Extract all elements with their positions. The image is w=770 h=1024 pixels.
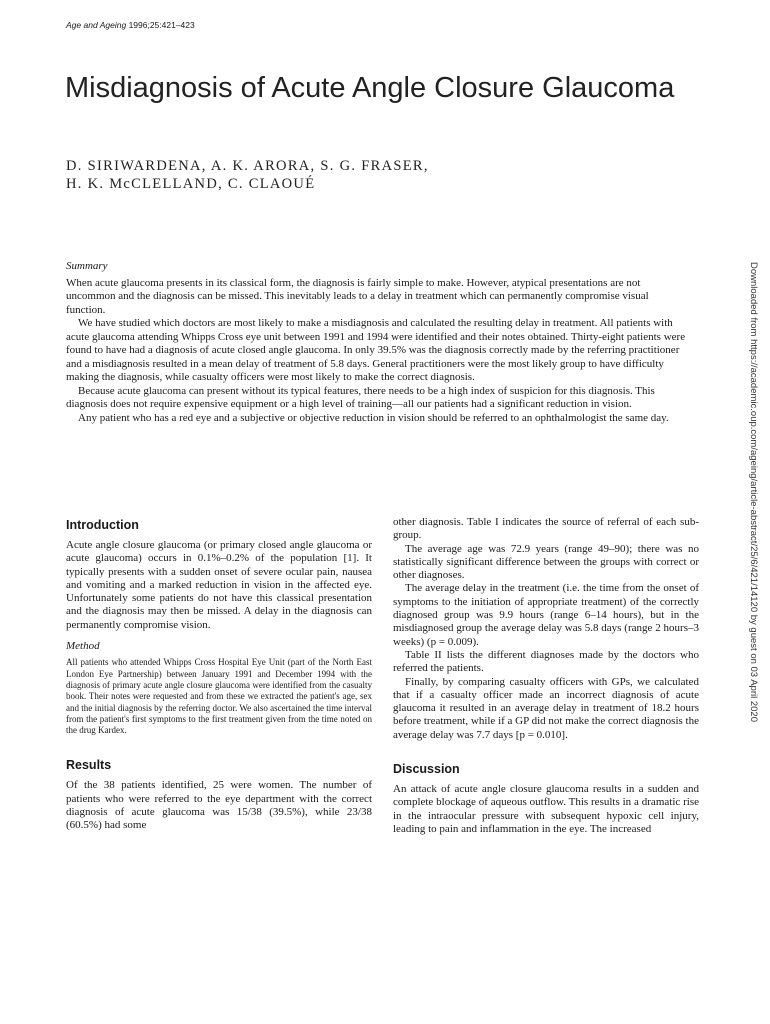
results-paragraph-3: The average delay in the treatment (i.e. the time from the onset of symptoms to the initiation of appropriate treatment) of the correctly diagnosed group was 9.9 hours (range 6–14 hours), but in the misdiagnosed group the average delay was 5.8 days (range 2 hours–3 weeks) (p = 0.009). xyxy=(393,582,699,648)
left-column xyxy=(66,518,372,833)
journal-volume-pages: 1996;25:421–423 xyxy=(128,20,195,30)
summary-paragraph-4: Any patient who has a red eye and a subjective or objective reduction in vision should be referred to an ophthalmologist the same day. xyxy=(78,411,669,424)
method-text: All patients who attended Whipps Cross Hospital Eye Unit (part of the North East London Eye Partnership) between January 1991 and December 1994 with the diagnosis of primary acute angle closure glaucoma were identified from the casualty book. Their notes were requested and from these we extracted the patient's age, sex and the initial diagnosis by the referring doctor. We also ascertained the time interval from the patient's first symptoms to the first treatment given from the time noted on the drug Kardex. xyxy=(66,657,372,736)
results-paragraph-4: Table II lists the different diagnoses made by the doctors who referred the patients. xyxy=(393,648,699,675)
author-line-2: H. K. McCLELLAND, C. CLAOUÉ xyxy=(66,176,316,192)
discussion-text: An attack of acute angle closure glaucoma results in a sudden and complete blockage of aqueous outflow. This results in a dramatic rise in the intraocular pressure with subsequent hypoxic cell injury, leading to pain and inflammation in the eye. The increased xyxy=(393,783,699,835)
method-heading: Method xyxy=(66,640,100,653)
summary-section xyxy=(66,260,690,425)
results-heading: Results xyxy=(66,758,112,773)
download-watermark: Downloaded from https://academic.oup.com/ageing/article-abstract/25/6/421/14120 by guest on 03 April 2020 xyxy=(748,262,759,722)
article-title: Misdiagnosis of Acute Angle Closure Glaucoma xyxy=(65,72,675,104)
results-text: Of the 38 patients identified, 25 were women. The number of patients who were referred to the eye department with the correct diagnosis of acute glaucoma was 15/38 (39.5%), while 23/38 (60.5%) had some xyxy=(66,779,372,832)
introduction-heading: Introduction xyxy=(66,518,139,532)
discussion-heading: Discussion xyxy=(393,762,460,777)
summary-heading: Summary xyxy=(66,260,108,272)
summary-paragraph-1: When acute glaucoma presents in its classical form, the diagnosis is fairly simple to make. However, atypical presentations are not uncommon and the diagnosis can be missed. This inevitably leads to a delay in treatment which can permanently compromise visual function. xyxy=(66,276,649,316)
journal-citation xyxy=(66,20,195,30)
summary-paragraph-2: We have studied which doctors are most likely to make a misdiagnosis and calculated the resulting delay in treatment. All patients with acute glaucoma attending Whipps Cross eye unit between 1991 and 1994 were identified and their notes obtained. Thirty-eight patients were found to have had a diagnosis of acute closed angle glaucoma. In only 39.5% was the diagnosis correctly made by the referring practitioner and a misdiagnosis resulted in a mean delay of treatment of 5.8 days. General practitioners were the most likely group to have difficulty making the diagnosis, while casualty officers were most likely to make the correct diagnosis. xyxy=(66,317,686,383)
introduction-text: Acute angle closure glaucoma (or primary closed angle glaucoma or acute glaucoma) occurs in 0.1%–0.2% of the population [1]. It typically presents with a sudden onset of severe ocular pain, nausea and vomiting and a marked reduction in vision in the affected eye. Unfortunately some patients do not have this classical presentation and the diagnosis may then be missed. A delay in the diagnosis can permanently compromise vision. xyxy=(66,539,372,631)
journal-name: Age and Ageing xyxy=(66,20,127,30)
right-column xyxy=(393,516,699,836)
results-paragraph-2: The average age was 72.9 years (range 49–90); there was no statistically significant difference between the groups with correct or other diagnoses. xyxy=(393,542,699,582)
results-paragraph-5: Finally, by comparing casualty officers with GPs, we calculated that if a casualty officer made an incorrect diagnosis of acute glaucoma it resulted in an average delay in treatment of 18.2 hours before treatment, while if a GP did not make the correct diagnosis the average delay was 7.7 days [p = 0.010]. xyxy=(393,675,699,741)
author-line-1: D. SIRIWARDENA, A. K. ARORA, S. G. FRASER, xyxy=(66,158,429,174)
summary-paragraph-3: Because acute glaucoma can present without its typical features, there needs to be a high index of suspicion for this diagnosis. This diagnosis does not require expensive equipment or a high level of training—all our patients had a significant reduction in vision. xyxy=(66,384,655,410)
results-paragraph-1: other diagnosis. Table I indicates the source of referral of each sub-group. xyxy=(393,516,699,542)
author-list xyxy=(66,157,429,193)
